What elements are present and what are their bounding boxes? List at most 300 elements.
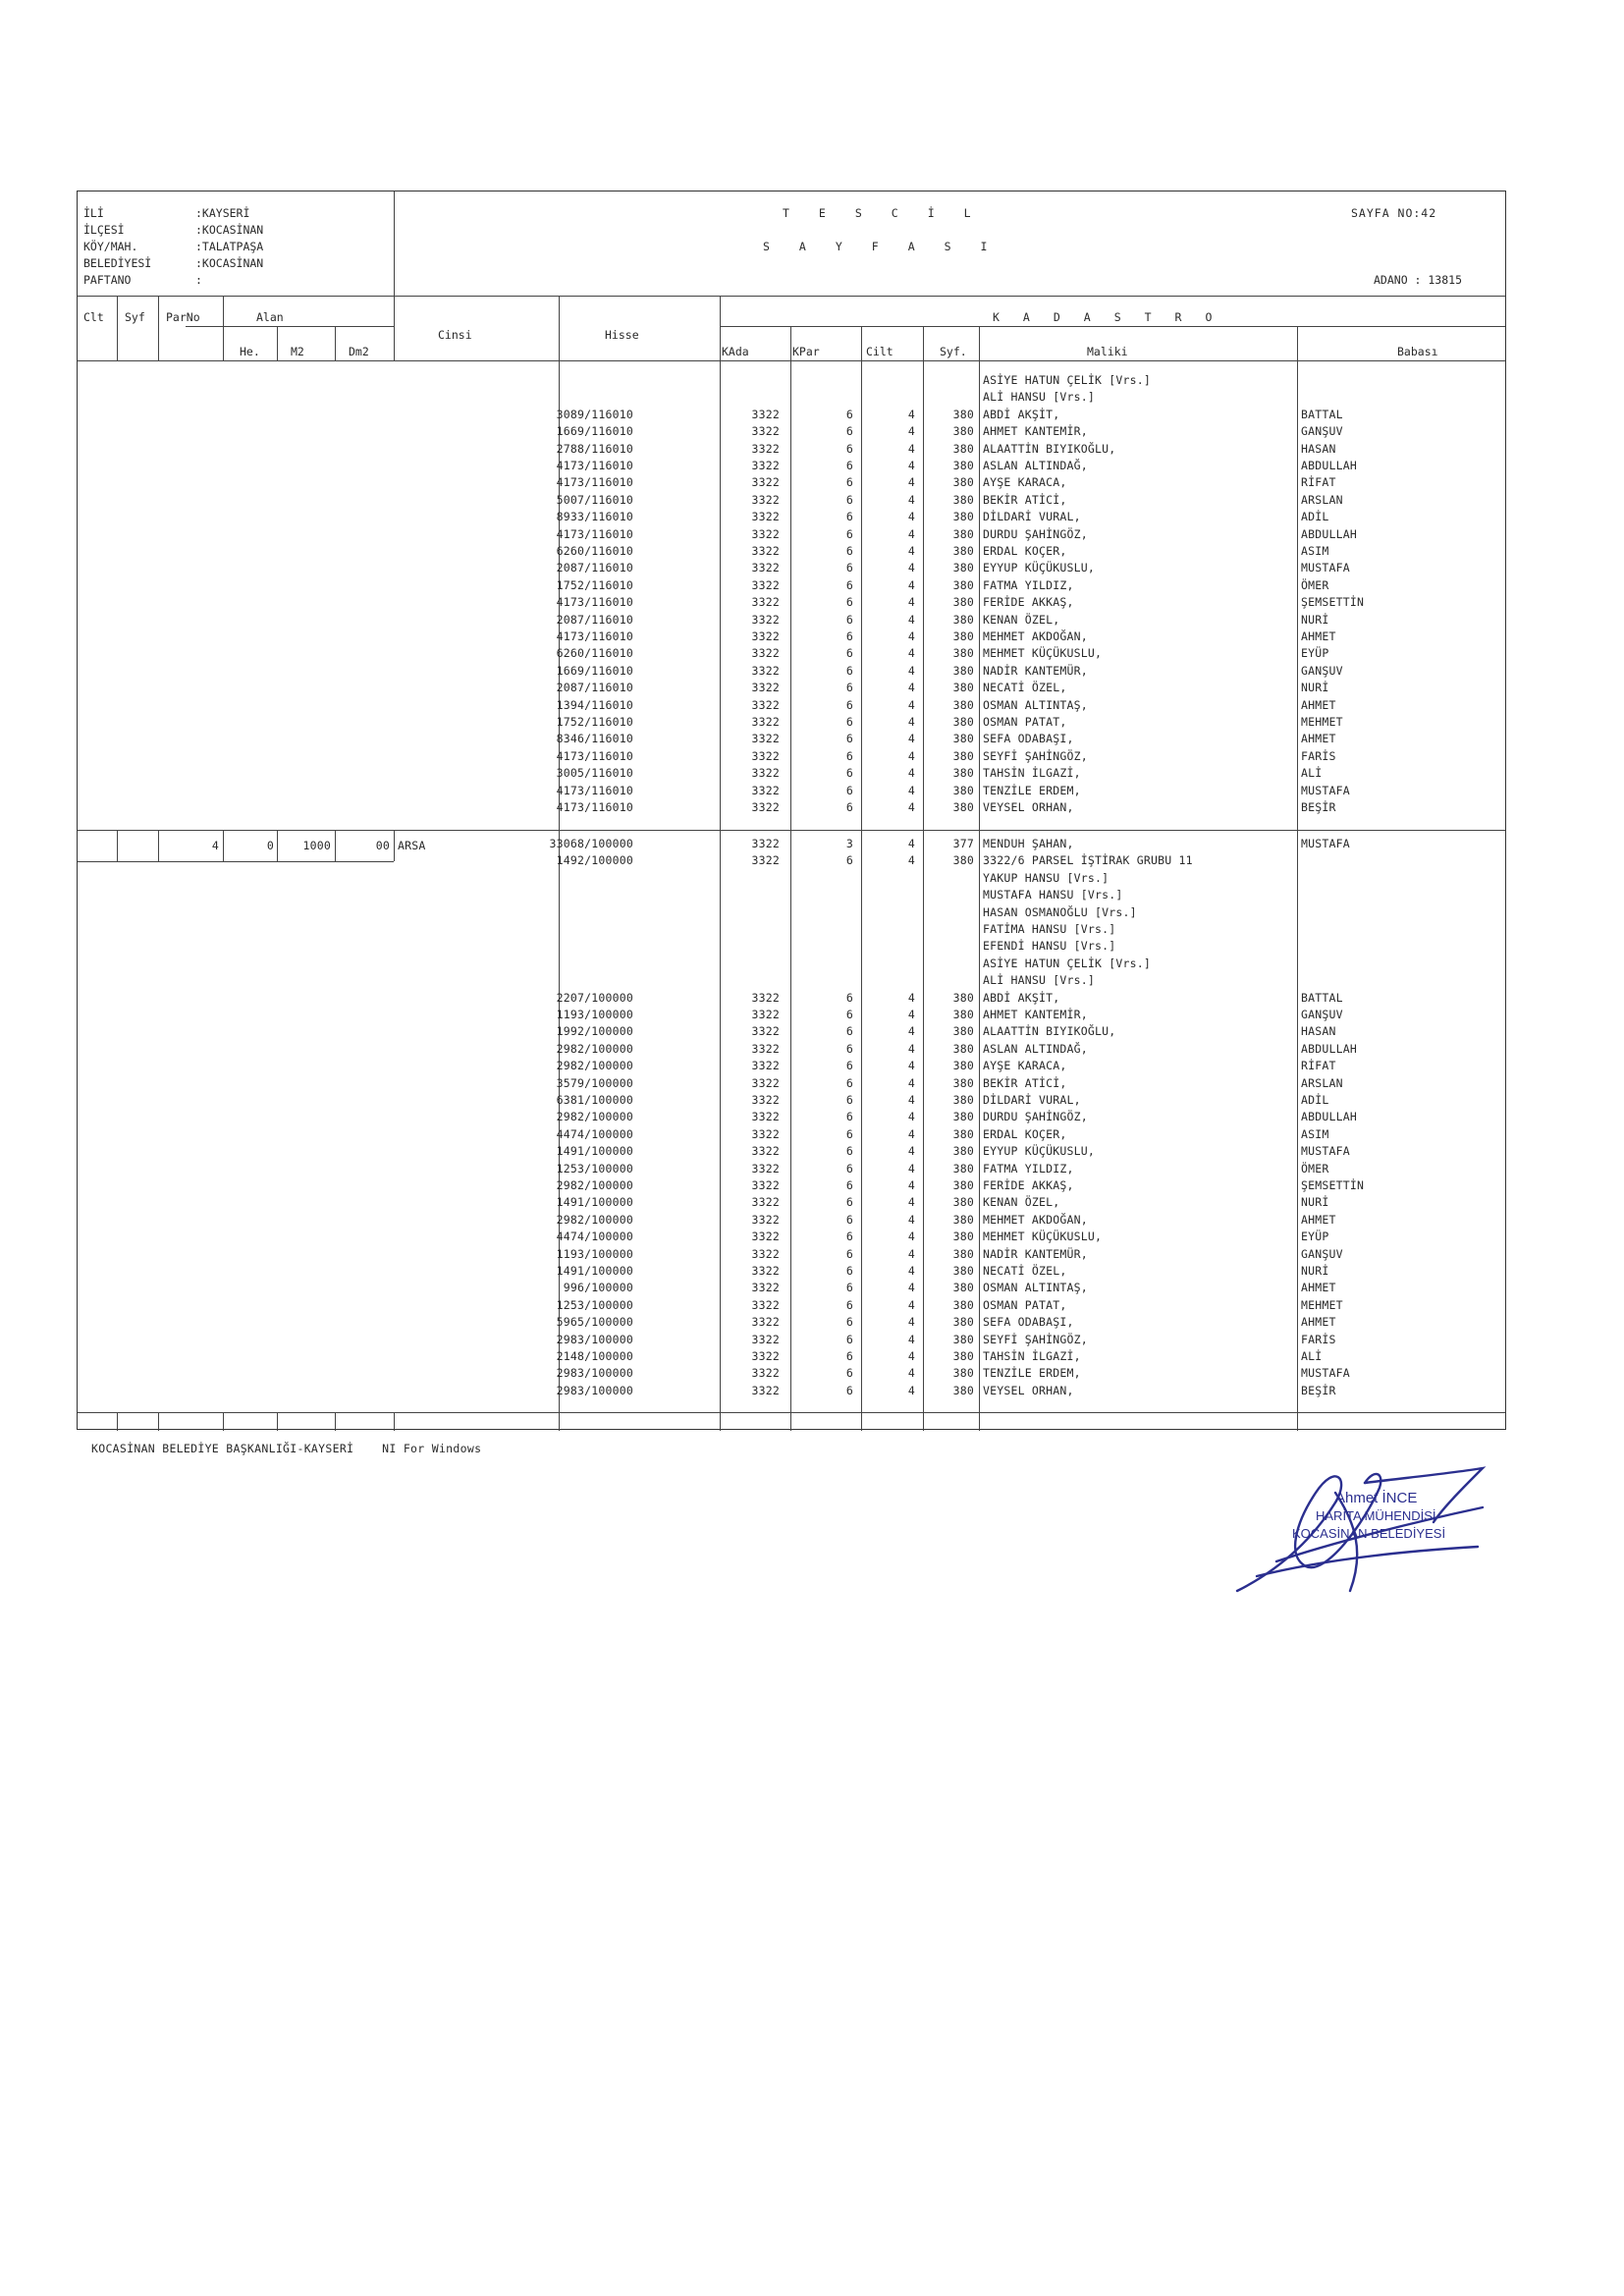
maliki-cell: MEHMET AKDOĞAN,: [983, 1212, 1088, 1227]
cilt-cell: 4: [907, 1297, 915, 1312]
parcel-parno: 4: [211, 839, 219, 852]
hisse-cell: 2788/116010: [556, 441, 633, 456]
syf-cell: 380: [952, 766, 974, 781]
syf-cell: 380: [952, 732, 974, 746]
cilt-cell: 4: [907, 990, 915, 1005]
cilt-cell: 4: [907, 1041, 915, 1056]
babasi-cell: GANŞUV: [1301, 663, 1343, 678]
cilt-cell: 4: [907, 595, 915, 610]
kpar-cell: 6: [845, 1349, 853, 1363]
maliki-cell: DİLDARİ VURAL,: [983, 1093, 1081, 1107]
kpar-cell: 6: [845, 492, 853, 507]
kada-cell: 3322: [751, 1230, 780, 1244]
col-kada: KAda: [722, 345, 749, 358]
syf-cell: 380: [952, 663, 974, 678]
cilt-cell: 4: [907, 1246, 915, 1261]
title-tescil: TESCİL: [783, 206, 1001, 220]
cilt-cell: 4: [907, 663, 915, 678]
babasi-cell: ÖMER: [1301, 577, 1329, 592]
maliki-cell: SEYFİ ŞAHİNGÖZ,: [983, 748, 1088, 763]
maliki-cell: ALAATTİN BIYIKOĞLU,: [983, 1024, 1116, 1039]
title-sayfasi: SAYFASI: [763, 240, 1017, 253]
babasi-cell: ABDULLAH: [1301, 1041, 1357, 1056]
syf-cell: 380: [952, 1041, 974, 1056]
maliki-cell: TENZİLE ERDEM,: [983, 783, 1081, 797]
hisse-cell: 1193/100000: [556, 1246, 633, 1261]
heir-note: YAKUP HANSU [Vrs.]: [983, 870, 1110, 885]
syf-cell: 380: [952, 424, 974, 439]
tescil-sheet: [77, 191, 1506, 1430]
babasi-cell: AHMET: [1301, 697, 1336, 712]
syf-cell: 380: [952, 577, 974, 592]
cilt-cell: 4: [907, 766, 915, 781]
syf-cell: 380: [952, 510, 974, 524]
syf-cell: 380: [952, 629, 974, 643]
kada-cell: 3322: [751, 1383, 780, 1397]
cilt-cell: 4: [907, 441, 915, 456]
babasi-cell: MUSTAFA: [1301, 1144, 1350, 1159]
hisse-cell: 2983/100000: [556, 1383, 633, 1397]
cilt-cell: 4: [907, 1093, 915, 1107]
kada-cell: 3322: [751, 800, 780, 814]
babasi-cell: AHMET: [1301, 732, 1336, 746]
maliki-cell: TENZİLE ERDEM,: [983, 1366, 1081, 1381]
babasi-cell: MUSTAFA: [1301, 561, 1350, 575]
kada-cell: 3322: [751, 1059, 780, 1073]
kada-cell: 3322: [751, 732, 780, 746]
babasi-cell: EYÜP: [1301, 646, 1329, 661]
kpar-cell: 6: [845, 475, 853, 490]
col-clt: Clt: [83, 310, 104, 324]
hisse-cell: 2982/100000: [556, 1059, 633, 1073]
hisse-cell: 3089/116010: [556, 407, 633, 421]
syf-cell: 380: [952, 800, 974, 814]
ada-no: ADANO : 13815: [1374, 273, 1463, 287]
babasi-cell: ALİ: [1301, 766, 1323, 781]
syf-cell: 380: [952, 1230, 974, 1244]
kada-cell: 3322: [751, 1281, 780, 1295]
babasi-cell: HASAN: [1301, 441, 1336, 456]
cilt-cell: 4: [907, 407, 915, 421]
col-dm2: Dm2: [349, 345, 369, 358]
kpar-cell: 6: [845, 407, 853, 421]
kpar-cell: 6: [845, 1110, 853, 1124]
kpar-cell: 6: [845, 510, 853, 524]
kada-cell: 3322: [751, 1110, 780, 1124]
syf-cell: 380: [952, 492, 974, 507]
kpar-cell: 6: [845, 544, 853, 558]
cilt-cell: 4: [907, 424, 915, 439]
syf-cell: 380: [952, 1332, 974, 1346]
kpar-cell: 6: [845, 1008, 853, 1021]
maliki-cell: MEHMET AKDOĞAN,: [983, 629, 1088, 643]
maliki-cell: OSMAN PATAT,: [983, 1297, 1067, 1312]
cilt-cell: 4: [907, 577, 915, 592]
syf-cell: 380: [952, 1008, 974, 1021]
maliki-cell: MEHMET KÜÇÜKUSLU,: [983, 1230, 1103, 1244]
babasi-cell: HASAN: [1301, 1024, 1336, 1039]
kada-cell: 3322: [751, 577, 780, 592]
maliki-cell: SEFA ODABAŞI,: [983, 1315, 1074, 1330]
hisse-cell: 5007/116010: [556, 492, 633, 507]
hisse-cell: 4173/116010: [556, 748, 633, 763]
hisse-cell: 1491/100000: [556, 1144, 633, 1159]
syf-cell: 377: [952, 837, 974, 850]
syf-cell: 380: [952, 1059, 974, 1073]
maliki-cell: TAHSİN İLGAZİ,: [983, 766, 1081, 781]
maliki-cell: OSMAN ALTINTAŞ,: [983, 1281, 1088, 1295]
kpar-cell: 6: [845, 1366, 853, 1381]
kada-cell: 3322: [751, 646, 780, 661]
maliki-cell: KENAN ÖZEL,: [983, 1195, 1060, 1210]
heir-note: EFENDİ HANSU [Vrs.]: [983, 939, 1116, 954]
cilt-cell: 4: [907, 1349, 915, 1363]
cilt-cell: 4: [907, 1264, 915, 1278]
kpar-cell: 6: [845, 1024, 853, 1039]
paftano-label: PAFTANO: [83, 273, 132, 287]
cilt-cell: 4: [907, 1178, 915, 1192]
cilt-cell: 4: [907, 1195, 915, 1210]
kpar-cell: 6: [845, 681, 853, 695]
babasi-cell: MUSTAFA: [1301, 837, 1350, 850]
maliki-cell: AYŞE KARACA,: [983, 1059, 1067, 1073]
kpar-cell: 6: [845, 646, 853, 661]
cilt-cell: 4: [907, 732, 915, 746]
hisse-cell: 2982/100000: [556, 1212, 633, 1227]
babasi-cell: BATTAL: [1301, 990, 1343, 1005]
maliki-cell: AYŞE KARACA,: [983, 475, 1067, 490]
kpar-cell: 6: [845, 715, 853, 729]
kada-cell: 3322: [751, 595, 780, 610]
heir-note: MUSTAFA HANSU [Vrs.]: [983, 888, 1123, 902]
kpar-cell: 6: [845, 1195, 853, 1210]
col-cilt: Cilt: [866, 345, 893, 358]
kada-cell: 3322: [751, 1366, 780, 1381]
hisse-cell: 1253/100000: [556, 1161, 633, 1175]
maliki-cell: ALAATTİN BIYIKOĞLU,: [983, 441, 1116, 456]
stamp-line3: KOCASİNAN BELEDİYESİ: [1292, 1526, 1446, 1541]
kada-cell: 3322: [751, 1024, 780, 1039]
belediye-value: :KOCASİNAN: [195, 256, 264, 270]
syf-cell: 380: [952, 646, 974, 661]
syf-cell: 380: [952, 441, 974, 456]
kpar-cell: 6: [845, 1161, 853, 1175]
hisse-cell: 996/100000: [563, 1281, 633, 1295]
maliki-cell: ABDİ AKŞİT,: [983, 407, 1060, 421]
babasi-cell: ABDULLAH: [1301, 526, 1357, 541]
hisse-cell: 4173/116010: [556, 783, 633, 797]
syf-cell: 380: [952, 748, 974, 763]
col-alan: Alan: [256, 310, 284, 324]
maliki-cell: FATMA YILDIZ,: [983, 577, 1074, 592]
babasi-cell: AHMET: [1301, 629, 1336, 643]
kpar-cell: 6: [845, 1075, 853, 1090]
kada-cell: 3322: [751, 561, 780, 575]
maliki-cell: ABDİ AKŞİT,: [983, 990, 1060, 1005]
cilt-cell: 4: [907, 1144, 915, 1159]
kpar-cell: 3: [845, 837, 853, 850]
kada-cell: 3322: [751, 407, 780, 421]
syf-cell: 380: [952, 526, 974, 541]
cilt-cell: 4: [907, 783, 915, 797]
col-parno: ParNo: [166, 310, 200, 324]
sayfa-no: SAYFA NO:42: [1351, 206, 1437, 220]
babasi-cell: AHMET: [1301, 1281, 1336, 1295]
cilt-cell: 4: [907, 1161, 915, 1175]
syf-cell: 380: [952, 1297, 974, 1312]
cilt-cell: 4: [907, 1230, 915, 1244]
cilt-cell: 4: [907, 1059, 915, 1073]
kada-cell: 3322: [751, 1126, 780, 1141]
col-syf2: Syf.: [940, 345, 967, 358]
kpar-cell: 6: [845, 1297, 853, 1312]
cilt-cell: 4: [907, 526, 915, 541]
kpar-cell: 6: [845, 577, 853, 592]
koy-label: KÖY/MAH.: [83, 240, 138, 253]
heir-note: FATİMA HANSU [Vrs.]: [983, 922, 1116, 936]
kpar-cell: 6: [845, 748, 853, 763]
hisse-cell: 1492/100000: [556, 853, 633, 868]
hisse-cell: 4173/116010: [556, 475, 633, 490]
syf-cell: 380: [952, 1178, 974, 1192]
kada-cell: 3322: [751, 510, 780, 524]
maliki-cell: TAHSİN İLGAZİ,: [983, 1349, 1081, 1363]
cilt-cell: 4: [907, 853, 915, 868]
col-maliki: Maliki: [1087, 345, 1128, 358]
babasi-cell: MEHMET: [1301, 1297, 1343, 1312]
col-cinsi: Cinsi: [438, 328, 472, 342]
col-kadastro: KADASTRO: [993, 310, 1236, 324]
babasi-cell: AHMET: [1301, 1212, 1336, 1227]
cilt-cell: 4: [907, 1383, 915, 1397]
syf-cell: 380: [952, 1161, 974, 1175]
syf-cell: 380: [952, 561, 974, 575]
maliki-cell: VEYSEL ORHAN,: [983, 800, 1074, 814]
maliki-cell: OSMAN ALTINTAŞ,: [983, 697, 1088, 712]
hisse-cell: 2087/116010: [556, 681, 633, 695]
maliki-cell: AHMET KANTEMİR,: [983, 1008, 1088, 1021]
kada-cell: 3322: [751, 475, 780, 490]
kpar-cell: 6: [845, 459, 853, 472]
parcel-dm2: 00: [375, 839, 390, 852]
hisse-cell: 1253/100000: [556, 1297, 633, 1312]
cilt-cell: 4: [907, 1281, 915, 1295]
cilt-cell: 4: [907, 561, 915, 575]
hisse-cell: 1491/100000: [556, 1264, 633, 1278]
cilt-cell: 4: [907, 800, 915, 814]
syf-cell: 380: [952, 1315, 974, 1330]
parcel-cinsi: ARSA: [398, 839, 426, 852]
babasi-cell: MEHMET: [1301, 715, 1343, 729]
hisse-cell: 6260/116010: [556, 544, 633, 558]
cilt-cell: 4: [907, 1315, 915, 1330]
kada-cell: 3322: [751, 783, 780, 797]
kada-cell: 3322: [751, 837, 780, 850]
babasi-cell: RİFAT: [1301, 1059, 1336, 1073]
cilt-cell: 4: [907, 1110, 915, 1124]
kpar-cell: 6: [845, 1332, 853, 1346]
hisse-cell: 2087/116010: [556, 561, 633, 575]
kpar-cell: 6: [845, 766, 853, 781]
babasi-cell: FARİS: [1301, 1332, 1336, 1346]
hisse-cell: 8346/116010: [556, 732, 633, 746]
col-babasi: Babası: [1397, 345, 1438, 358]
babasi-cell: ARSLAN: [1301, 1075, 1343, 1090]
kada-cell: 3322: [751, 1161, 780, 1175]
cilt-cell: 4: [907, 681, 915, 695]
syf-cell: 380: [952, 1195, 974, 1210]
kada-cell: 3322: [751, 853, 780, 868]
hisse-cell: 1193/100000: [556, 1008, 633, 1021]
kada-cell: 3322: [751, 697, 780, 712]
syf-cell: 380: [952, 1024, 974, 1039]
kada-cell: 3322: [751, 544, 780, 558]
kpar-cell: 6: [845, 800, 853, 814]
babasi-cell: MUSTAFA: [1301, 783, 1350, 797]
kada-cell: 3322: [751, 1349, 780, 1363]
kpar-cell: 6: [845, 1178, 853, 1192]
kpar-cell: 6: [845, 1230, 853, 1244]
cilt-cell: 4: [907, 629, 915, 643]
cilt-cell: 4: [907, 1024, 915, 1039]
hisse-cell: 2983/100000: [556, 1366, 633, 1381]
hisse-cell: 4173/116010: [556, 629, 633, 643]
hisse-cell: 1752/116010: [556, 577, 633, 592]
hisse-cell: 4173/116010: [556, 595, 633, 610]
cilt-cell: 4: [907, 1332, 915, 1346]
babasi-cell: GANŞUV: [1301, 1008, 1343, 1021]
col-he: He.: [240, 345, 260, 358]
kpar-cell: 6: [845, 1281, 853, 1295]
maliki-cell: FATMA YILDIZ,: [983, 1161, 1074, 1175]
kpar-cell: 6: [845, 732, 853, 746]
babasi-cell: BEŞİR: [1301, 1383, 1336, 1397]
babasi-cell: ADİL: [1301, 510, 1329, 524]
kada-cell: 3322: [751, 1332, 780, 1346]
cilt-cell: 4: [907, 544, 915, 558]
babasi-cell: ASIM: [1301, 1126, 1329, 1141]
kada-cell: 3322: [751, 990, 780, 1005]
babasi-cell: NURİ: [1301, 1195, 1329, 1210]
babasi-cell: AHMET: [1301, 1315, 1336, 1330]
maliki-cell: NADİR KANTEMÜR,: [983, 663, 1088, 678]
col-hisse: Hisse: [605, 328, 639, 342]
syf-cell: 380: [952, 595, 974, 610]
syf-cell: 380: [952, 1144, 974, 1159]
kada-cell: 3322: [751, 715, 780, 729]
maliki-cell: KENAN ÖZEL,: [983, 612, 1060, 627]
maliki-cell: BEKİR ATİCİ,: [983, 492, 1067, 507]
kada-cell: 3322: [751, 1315, 780, 1330]
kada-cell: 3322: [751, 766, 780, 781]
maliki-cell: MENDUH ŞAHAN,: [983, 837, 1074, 850]
kada-cell: 3322: [751, 1212, 780, 1227]
syf-cell: 380: [952, 407, 974, 421]
kada-cell: 3322: [751, 1195, 780, 1210]
maliki-cell: DURDU ŞAHİNGÖZ,: [983, 526, 1088, 541]
ilce-value: :KOCASİNAN: [195, 223, 264, 237]
maliki-cell: ERDAL KOÇER,: [983, 544, 1067, 558]
kpar-cell: 6: [845, 1264, 853, 1278]
cilt-cell: 4: [907, 715, 915, 729]
hisse-cell: 1669/116010: [556, 424, 633, 439]
kpar-cell: 6: [845, 663, 853, 678]
kada-cell: 3322: [751, 526, 780, 541]
hisse-cell: 3579/100000: [556, 1075, 633, 1090]
babasi-cell: ADİL: [1301, 1093, 1329, 1107]
syf-cell: 380: [952, 1126, 974, 1141]
hisse-cell: 1491/100000: [556, 1195, 633, 1210]
col-m2: M2: [291, 345, 304, 358]
koy-value: :TALATPAŞA: [195, 240, 264, 253]
parcel-he: 0: [266, 839, 274, 852]
hisse-cell: 2982/100000: [556, 1041, 633, 1056]
maliki-cell: EYYUP KÜÇÜKUSLU,: [983, 561, 1095, 575]
stamp-line2: HARİTA MÜHENDİSİ: [1316, 1508, 1436, 1523]
heir-note: ALİ HANSU [Vrs.]: [983, 973, 1095, 988]
syf-cell: 380: [952, 475, 974, 490]
heir-note: HASAN OSMANOĞLU [Vrs.]: [983, 904, 1137, 919]
kpar-cell: 6: [845, 1212, 853, 1227]
hisse-cell: 2207/100000: [556, 990, 633, 1005]
babasi-cell: BATTAL: [1301, 407, 1343, 421]
kada-cell: 3322: [751, 459, 780, 472]
hisse-cell: 6381/100000: [556, 1093, 633, 1107]
maliki-cell: BEKİR ATİCİ,: [983, 1075, 1067, 1090]
hisse-cell: 1752/116010: [556, 715, 633, 729]
kpar-cell: 6: [845, 1059, 853, 1073]
kpar-cell: 6: [845, 1315, 853, 1330]
signature-stamp: [1218, 1453, 1502, 1601]
hisse-cell: 33068/100000: [549, 837, 633, 850]
hisse-cell: 4474/100000: [556, 1230, 633, 1244]
cilt-cell: 4: [907, 748, 915, 763]
syf-cell: 380: [952, 783, 974, 797]
kada-cell: 3322: [751, 1041, 780, 1056]
hisse-cell: 2148/100000: [556, 1349, 633, 1363]
maliki-cell: DURDU ŞAHİNGÖZ,: [983, 1110, 1088, 1124]
kpar-cell: 6: [845, 1041, 853, 1056]
kpar-cell: 6: [845, 424, 853, 439]
syf-cell: 380: [952, 697, 974, 712]
hisse-cell: 1669/116010: [556, 663, 633, 678]
maliki-cell: ASLAN ALTINDAĞ,: [983, 1041, 1088, 1056]
syf-cell: 380: [952, 1281, 974, 1295]
kpar-cell: 6: [845, 526, 853, 541]
babasi-cell: ABDULLAH: [1301, 1110, 1357, 1124]
hisse-cell: 4474/100000: [556, 1126, 633, 1141]
paftano-value: :: [195, 273, 202, 287]
maliki-cell: NECATİ ÖZEL,: [983, 681, 1067, 695]
babasi-cell: GANŞUV: [1301, 424, 1343, 439]
maliki-cell: VEYSEL ORHAN,: [983, 1383, 1074, 1397]
hisse-cell: 1992/100000: [556, 1024, 633, 1039]
kpar-cell: 6: [845, 990, 853, 1005]
cilt-cell: 4: [907, 1126, 915, 1141]
syf-cell: 380: [952, 715, 974, 729]
syf-cell: 380: [952, 459, 974, 472]
hisse-cell: 6260/116010: [556, 646, 633, 661]
syf-cell: 380: [952, 1093, 974, 1107]
kada-cell: 3322: [751, 1297, 780, 1312]
maliki-cell: SEYFİ ŞAHİNGÖZ,: [983, 1332, 1088, 1346]
parcel-m2: 1000: [302, 839, 331, 852]
babasi-cell: ŞEMSETTİN: [1301, 1178, 1365, 1192]
hisse-cell: 3005/116010: [556, 766, 633, 781]
babasi-cell: GANŞUV: [1301, 1246, 1343, 1261]
kpar-cell: 6: [845, 1144, 853, 1159]
babasi-cell: ARSLAN: [1301, 492, 1343, 507]
